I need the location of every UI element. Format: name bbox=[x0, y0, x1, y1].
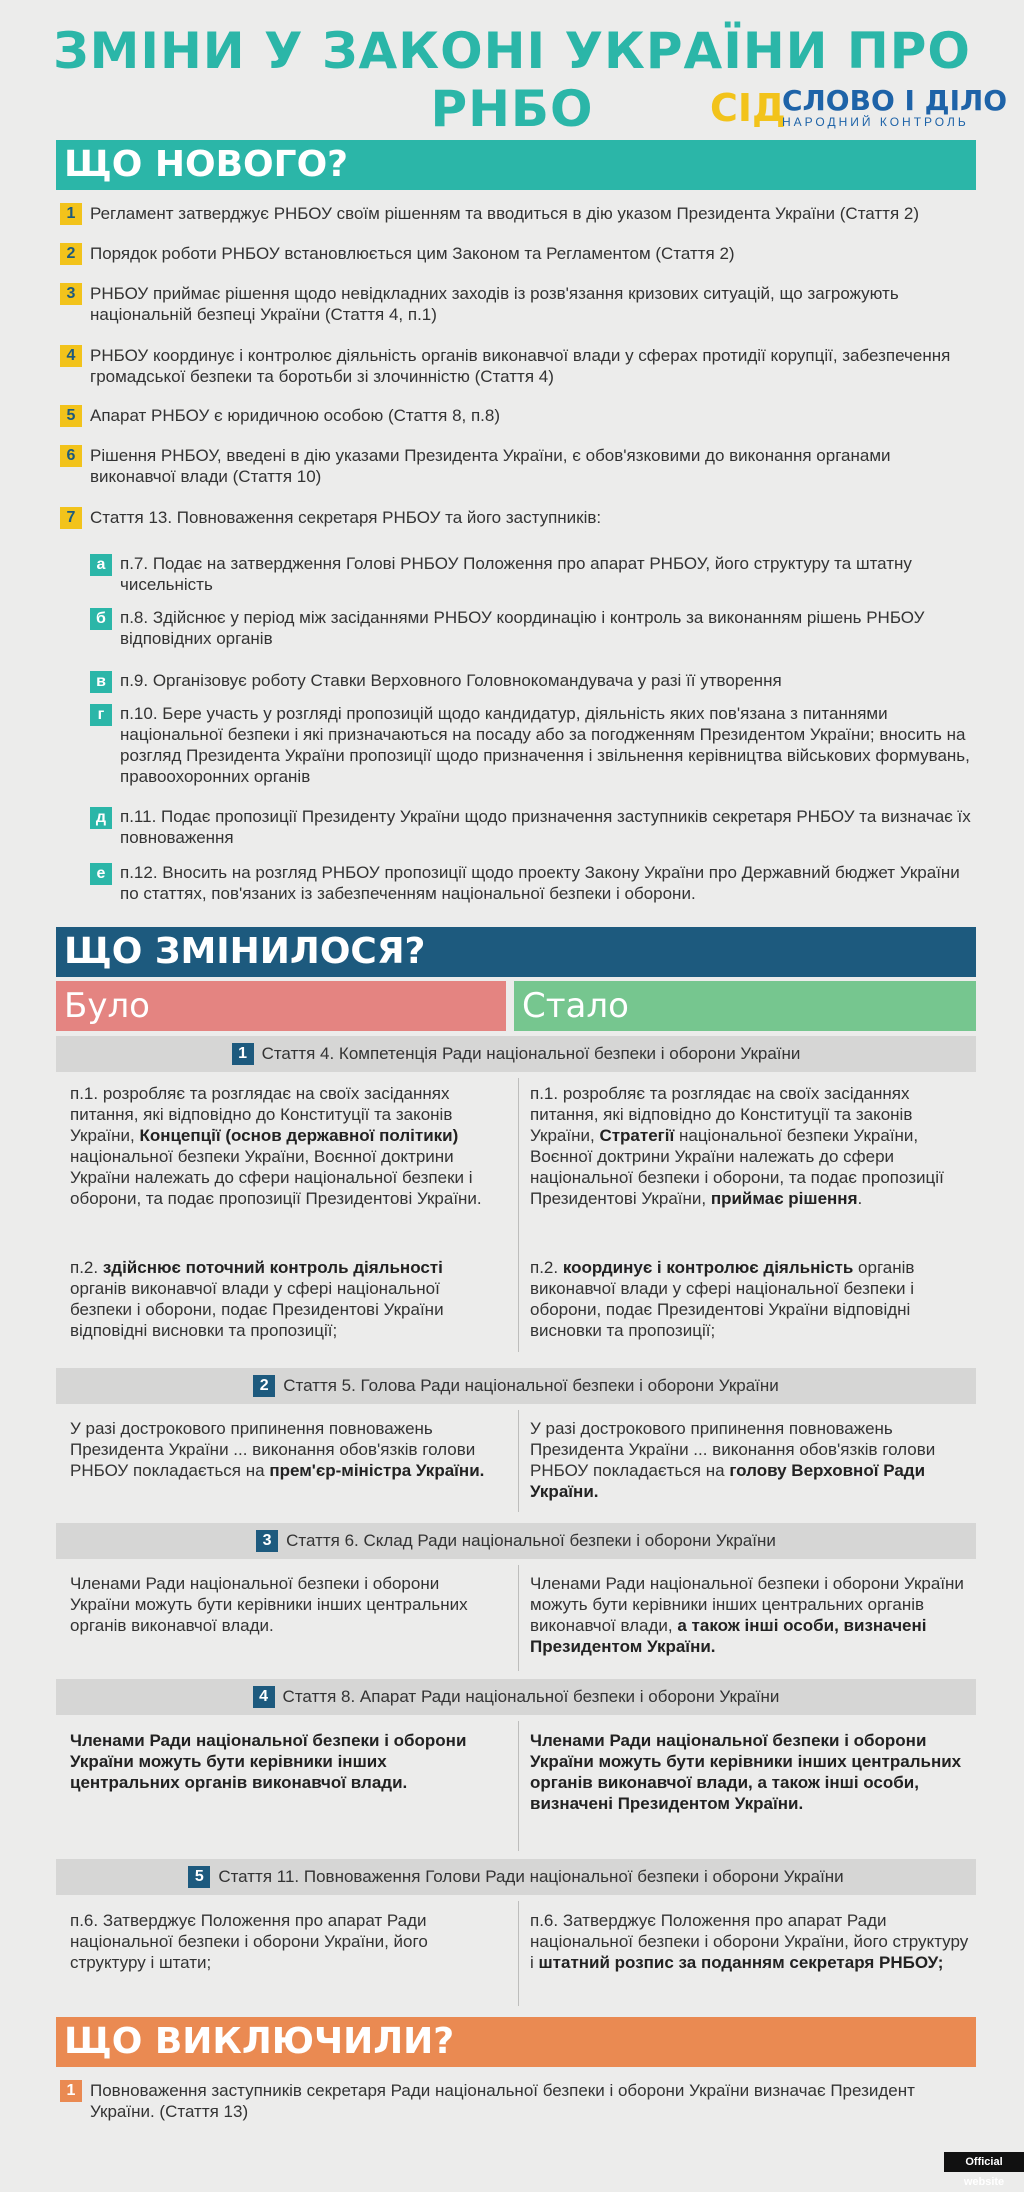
article-heading bbox=[56, 1368, 976, 1404]
text-run: п.2. bbox=[530, 1258, 563, 1277]
was-text bbox=[70, 1418, 500, 1481]
now-text bbox=[530, 1910, 970, 1973]
text-run: національної безпеки України, Воєнної доктрини України належать до сфери національної безпеки і оборони, та подає пропозиції Президентові України. bbox=[70, 1147, 482, 1208]
item-text: Апарат РНБОУ є юридичною особою (Стаття 8, п.8) bbox=[90, 406, 501, 425]
article-heading-text: Стаття 11. Повноваження Голови Ради національної безпеки і оборони України bbox=[218, 1867, 844, 1886]
logo bbox=[710, 84, 1008, 130]
item-number: 1 bbox=[60, 203, 82, 225]
item-text: Повноваження заступників секретаря Ради національної безпеки і оборони України визначає Президент України. (Стаття 13) bbox=[90, 2081, 915, 2121]
emphasis-text: прем'єр-міністра України. bbox=[269, 1461, 485, 1480]
logo-subtitle: НАРОДНИЙ КОНТРОЛЬ bbox=[782, 115, 969, 129]
emphasis-text: Членами Ради національної безпеки і оборони України можуть бути керівники інших центральних органів виконавчої влади. bbox=[70, 1731, 467, 1792]
column-divider bbox=[518, 1721, 519, 1851]
sub-item-text: п.11. Подає пропозиції Президенту України щодо призначення заступників секретаря РНБОУ та визначає їх повноваження bbox=[120, 807, 971, 847]
item-number: 7 bbox=[60, 507, 82, 529]
item-text: Порядок роботи РНБОУ встановлюється цим Законом та Регламентом (Стаття 2) bbox=[90, 244, 735, 263]
column-divider bbox=[518, 1901, 519, 2006]
now-text bbox=[530, 1730, 970, 1814]
sub-item-letter: г bbox=[90, 704, 112, 726]
column-divider bbox=[518, 1410, 519, 1512]
text-run: Членами Ради національної безпеки і оборони України можуть бути керівники інших центральних органів виконавчої влади, bbox=[530, 1574, 964, 1635]
article-heading-text: Стаття 4. Компетенція Ради національної безпеки і оборони України bbox=[261, 1044, 801, 1063]
item-text: РНБОУ координує і контролює діяльність органів виконавчої влади у сферах протидії корупції, забезпечення громадської безпеки та боротьби зі злочинністю (Стаття 4) bbox=[90, 346, 951, 386]
article-heading bbox=[56, 1679, 976, 1715]
sub-item-text: п.8. Здійснює у період між засіданнями РНБОУ координацію і контроль за виконанням рішень РНБОУ відповідних органів bbox=[120, 608, 925, 648]
text-run: органів виконавчої влади у сфері національної безпеки і оборони, подає Президентові України відповідні висновки та пропозиції; bbox=[530, 1258, 915, 1340]
item-text: Стаття 13. Повноваження секретаря РНБОУ та його заступників: bbox=[90, 508, 602, 527]
emphasis-text: голову Верховної Ради України. bbox=[530, 1461, 926, 1501]
article-heading bbox=[56, 1523, 976, 1559]
item-text: Рішення РНБОУ, введені в дію указами Президента України, є обов'язковими до виконання органами виконавчої влади (Стаття 10) bbox=[90, 446, 891, 486]
section-removed-header: ЩО ВИКЛЮЧИЛИ? bbox=[56, 2017, 976, 2067]
column-divider bbox=[518, 1565, 519, 1671]
article-number: 1 bbox=[232, 1043, 254, 1065]
item-number: 5 bbox=[60, 405, 82, 427]
emphasis-text: а також інші особи, визначені Президентом України. bbox=[530, 1616, 927, 1656]
text-run: п.1. розробляє та розглядає на своїх засіданнях питання, які відповідно до Конституції та законів України, bbox=[70, 1084, 453, 1145]
item-number: 1 bbox=[60, 2080, 82, 2102]
article-number: 2 bbox=[253, 1375, 275, 1397]
emphasis-text: здійснює поточний контроль діяльності bbox=[102, 1258, 443, 1277]
sub-item-text: п.12. Вносить на розгляд РНБОУ пропозиції щодо проекту Закону України про Державний бюджет України по статтях, пов'язаних із забезпеченням національної безпеки і оборони. bbox=[120, 863, 960, 903]
article-heading bbox=[56, 1859, 976, 1895]
text-run: п.1. розробляє та розглядає на своїх засіданнях питання, які відповідно до Конституції та законів України, bbox=[530, 1084, 913, 1145]
sub-item-letter: а bbox=[90, 554, 112, 576]
article-number: 4 bbox=[253, 1686, 275, 1708]
item-text: Регламент затверджує РНБОУ своїм рішенням та вводиться в дію указом Президента України (Стаття 2) bbox=[90, 204, 919, 223]
article-heading-text: Стаття 5. Голова Ради національної безпеки і оборони України bbox=[283, 1376, 779, 1395]
sub-item-letter: б bbox=[90, 608, 112, 630]
article-number: 5 bbox=[188, 1866, 210, 1888]
article-heading bbox=[56, 1036, 976, 1072]
section-changed-header: ЩО ЗМІНИЛОСЯ? bbox=[56, 927, 976, 977]
logo-name: СЛОВО І ДІЛО bbox=[782, 84, 1008, 117]
text-run: п.2. bbox=[70, 1258, 103, 1277]
item-number: 4 bbox=[60, 345, 82, 367]
now-text bbox=[530, 1573, 970, 1657]
emphasis-text: Стратегії bbox=[599, 1126, 675, 1145]
text-run: . bbox=[857, 1189, 863, 1208]
column-divider bbox=[518, 1078, 519, 1352]
emphasis-text: координує і контролює діяльність bbox=[562, 1258, 854, 1277]
was-text bbox=[70, 1730, 500, 1793]
item-number: 6 bbox=[60, 445, 82, 467]
text-run: п.6. Затверджує Положення про апарат Ради національної безпеки і оборони України, його структуру і bbox=[530, 1911, 969, 1972]
text-run: У разі дострокового припинення повноважень Президента України ... виконання обов'язків голови РНБОУ покладається на bbox=[70, 1419, 476, 1480]
sub-item-letter: е bbox=[90, 863, 112, 885]
text-run: п.6. Затверджує Положення про апарат Ради національної безпеки і оборони України, його структуру і штати; bbox=[70, 1911, 428, 1972]
now-text bbox=[530, 1257, 970, 1341]
sub-item-text: п.10. Бере участь у розгляді пропозицій щодо кандидатур, діяльність яких пов'язана з питаннями національної безпеки і які призначаються на посаду або за погодженням Президентом України; вносить на розгляд Президента України пропозиції щодо призначення і звільнення керівництва військових формувань, правоохоронних органів bbox=[120, 704, 970, 786]
sub-item-letter: д bbox=[90, 807, 112, 829]
item-number: 2 bbox=[60, 243, 82, 265]
column-now-header: Стало bbox=[514, 981, 976, 1031]
sub-item-letter: в bbox=[90, 671, 112, 693]
emphasis-text: Членами Ради національної безпеки і оборони України можуть бути керівники інших центральних органів виконавчої влади, а також інші особи, визначені Президентом України. bbox=[530, 1731, 962, 1813]
was-text bbox=[70, 1573, 500, 1636]
text-run: національної безпеки України, Воєнної доктрини України належать до сфери національної безпеки і оборони, та подає пропозиції Президентові України, bbox=[530, 1126, 944, 1208]
emphasis-text: Концепції (основ державної політики) bbox=[139, 1126, 459, 1145]
logo-mark: СІД bbox=[710, 86, 786, 130]
text-run: органів виконавчої влади у сфері національної безпеки і оборони, подає Президентові України відповідні висновки та пропозиції; bbox=[70, 1279, 444, 1340]
item-text: РНБОУ приймає рішення щодо невідкладних заходів із розв'язання кризових ситуацій, що загрожують національній безпеці України (Стаття 4, п.1) bbox=[90, 284, 899, 324]
article-heading-text: Стаття 6. Склад Ради національної безпеки і оборони України bbox=[286, 1531, 776, 1550]
column-was-header: Було bbox=[56, 981, 506, 1031]
page-title: ЗМІНИ У ЗАКОНІ УКРАЇНИ ПРО РНБО bbox=[53, 22, 971, 138]
article-number: 3 bbox=[256, 1530, 278, 1552]
now-text bbox=[530, 1418, 970, 1502]
was-text bbox=[70, 1083, 500, 1209]
official-website-badge: Official website bbox=[944, 2152, 1024, 2172]
article-heading-text: Стаття 8. Апарат Ради національної безпеки і оборони України bbox=[282, 1687, 780, 1706]
item-number: 3 bbox=[60, 283, 82, 305]
was-text bbox=[70, 1910, 500, 1973]
section-new-header: ЩО НОВОГО? bbox=[56, 140, 976, 190]
sub-item-text: п.7. Подає на затвердження Голові РНБОУ Положення про апарат РНБОУ, його структуру та штатну чисельність bbox=[120, 554, 912, 594]
emphasis-text: штатний розпис за поданням секретаря РНБОУ; bbox=[538, 1953, 944, 1972]
sub-item-text: п.9. Організовує роботу Ставки Верховного Головнокомандувача у разі її утворення bbox=[120, 671, 782, 690]
emphasis-text: приймає рішення bbox=[710, 1189, 858, 1208]
text-run: Членами Ради національної безпеки і оборони України можуть бути керівники інших центральних органів виконавчої влади. bbox=[70, 1574, 468, 1635]
was-text bbox=[70, 1257, 500, 1341]
now-text bbox=[530, 1083, 970, 1209]
text-run: У разі дострокового припинення повноважень Президента України ... виконання обов'язків голови РНБОУ покладається на bbox=[530, 1419, 936, 1480]
